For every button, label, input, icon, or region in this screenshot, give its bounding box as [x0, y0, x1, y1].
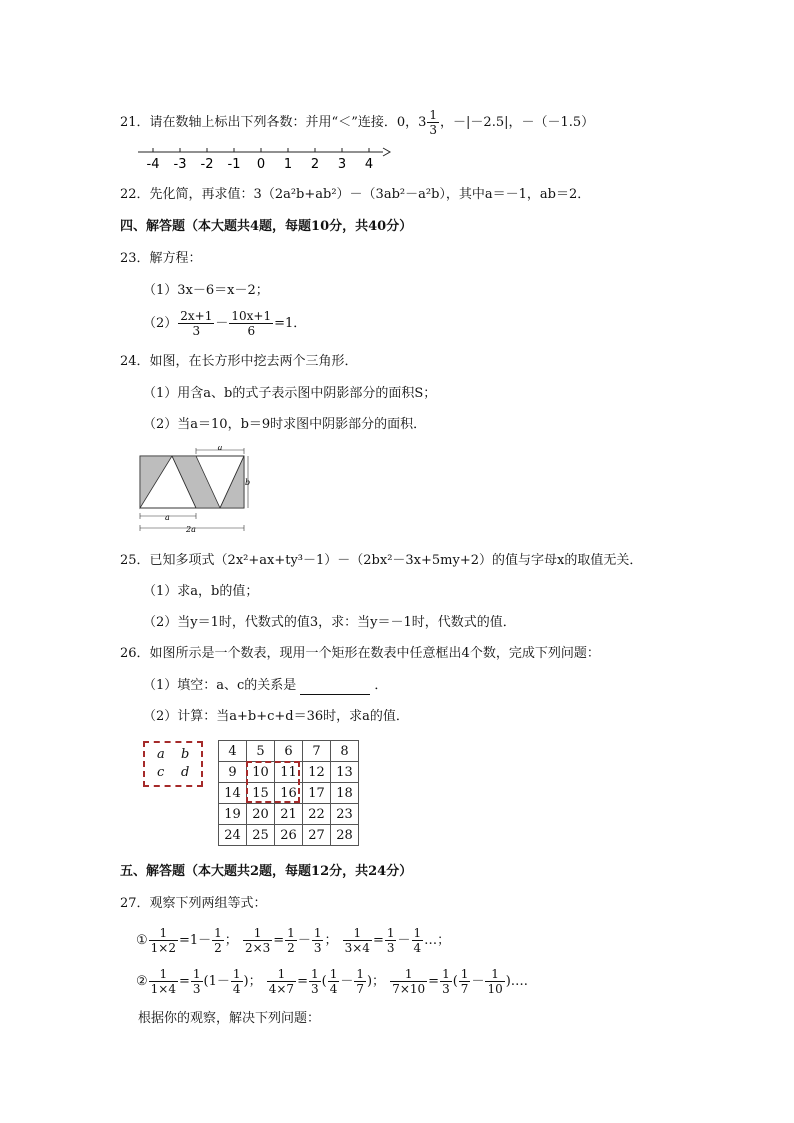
table-cell: 9: [219, 762, 247, 783]
box-d: d: [181, 765, 190, 780]
number-table-wrap: [218, 740, 359, 846]
question-23: 23．解方程：: [120, 251, 202, 266]
section-4-title: 四、解答题（本大题共4题，每题10分，共40分）: [120, 219, 413, 234]
table-cell: 25: [247, 825, 275, 846]
answer-blank[interactable]: [300, 681, 370, 695]
table-row: [219, 825, 359, 846]
fraction-one-third: $\frac{1}{3}$: [429, 108, 438, 137]
table-cell: 28: [331, 825, 359, 846]
box-c: c: [157, 765, 165, 780]
box-a: a: [157, 747, 165, 762]
selection-frame: [246, 761, 300, 803]
q23-part2: （2） $\frac{2x+1}{3}$ － $\frac{10x+1}{6}$ =1．: [143, 309, 307, 338]
label-b-side: b: [245, 478, 251, 487]
question-26: 26．如图所示是一个数表，现用一个矩形在数表中任意框出4个数，完成下列问题：: [120, 646, 600, 661]
table-cell: 12: [303, 762, 331, 783]
table-cell: 7: [303, 741, 331, 762]
equation-group-1: ① $\frac{1}{1\times 2}$ =1－ $\frac{1}{2}$ ； $\frac{1}{2\times 3}$ = $\frac{1}{2}$ － $\frac{1}{3}$ ； $\frac{1}{3\times 4}$ = $\frac{1}{3}$ － $\frac{1}{4}$ …；: [136, 926, 451, 955]
fraction-10x1-6: $\frac{10x+1}{6}$: [231, 309, 272, 338]
label-2a: 2a: [186, 525, 196, 534]
box-b: b: [181, 747, 190, 762]
table-cell: 26: [275, 825, 303, 846]
table-cell: 4: [219, 741, 247, 762]
q25-part1: （1）求a，b的值；: [143, 584, 259, 599]
table-cell: 27: [303, 825, 331, 846]
table-cell: 14: [219, 783, 247, 804]
tick-label: -1: [227, 157, 241, 172]
q26-part1: （1）填空：a、c的关系是 ．: [143, 678, 388, 693]
q25-part2: （2）当y＝1时，代数式的值3，求：当y＝－1时，代数式的值．: [143, 615, 516, 630]
fraction-2x1-3: $\frac{2x+1}{3}$: [180, 309, 213, 338]
table-row: [219, 804, 359, 825]
q24-part2: （2）当a＝10，b＝9时求图中阴影部分的面积．: [143, 417, 427, 432]
table-cell: 20: [247, 804, 275, 825]
tick-label: 0: [256, 157, 266, 172]
table-cell: 22: [303, 804, 331, 825]
table-cell: 13: [331, 762, 359, 783]
table-cell: 23: [331, 804, 359, 825]
table-cell: 16: [275, 783, 303, 804]
table-cell: 19: [219, 804, 247, 825]
table-cell: 24: [219, 825, 247, 846]
rectangle-figure: [132, 446, 262, 534]
q23-part1: （1）3x－6＝x－2；: [143, 283, 269, 298]
question-27: 27．观察下列两组等式：: [120, 896, 267, 911]
question-21: 21．请在数轴上标出下列各数：并用“＜”连接．0，3 $\frac{1}{3}$ ，－|－2.5|，－（－1.5）: [120, 108, 595, 137]
table-cell: 5: [247, 741, 275, 762]
section-5-title: 五、解答题（本大题共2题，每题12分，共24分）: [120, 864, 413, 879]
question-24: 24．如图，在长方形中挖去两个三角形．: [120, 354, 358, 369]
number-line: [135, 142, 395, 174]
q26-part2: （2）计算：当a+b+c+d＝36时，求a的值．: [143, 709, 409, 724]
table-cell: 21: [275, 804, 303, 825]
q24-part1: （1）用含a、b的式子表示图中阴影部分的面积S；: [143, 386, 437, 401]
table-cell: 6: [275, 741, 303, 762]
table-cell: 18: [331, 783, 359, 804]
q27-instruction: 根据你的观察，解决下列问题：: [138, 1011, 321, 1026]
label-a-top: a: [217, 446, 223, 452]
abcd-box: [143, 741, 203, 787]
table-cell: 15: [247, 783, 275, 804]
question-22: 22．先化简，再求值：3（2a²b+ab²）－（3ab²－a²b），其中a＝－1，ab＝2．: [120, 187, 591, 202]
tick-label: 1: [283, 157, 293, 172]
tick-label: -3: [173, 157, 187, 172]
label-a-bottom: a: [165, 513, 170, 522]
tick-label: -4: [146, 157, 160, 172]
question-25: 25．已知多项式（2x²+ax+ty³－1）－（2bx²－3x+5my+2）的值与字母x的取值无关．: [120, 553, 643, 568]
table-cell: 10: [247, 762, 275, 783]
tick-label: -2: [200, 157, 214, 172]
equation-group-2: ② $\frac{1}{1\times 4}$ = $\frac{1}{3}$ (1－ $\frac{1}{4}$ )； $\frac{1}{4\times 7}$ = $\frac{1}{3}$ ( $\frac{1}{4}$ － $\frac{1}{7}$ )； $\frac{1}{7\times 10}$ = $\frac{1}{3}$ ( $\frac{1}{7}$ － $\frac{1}{10}$ )….: [136, 967, 528, 996]
table-row: [219, 741, 359, 762]
tick-label: 2: [310, 157, 320, 172]
tick-label: 4: [364, 157, 374, 172]
tick-label: 3: [337, 157, 347, 172]
table-cell: 8: [331, 741, 359, 762]
table-cell: 11: [275, 762, 303, 783]
table-cell: 17: [303, 783, 331, 804]
